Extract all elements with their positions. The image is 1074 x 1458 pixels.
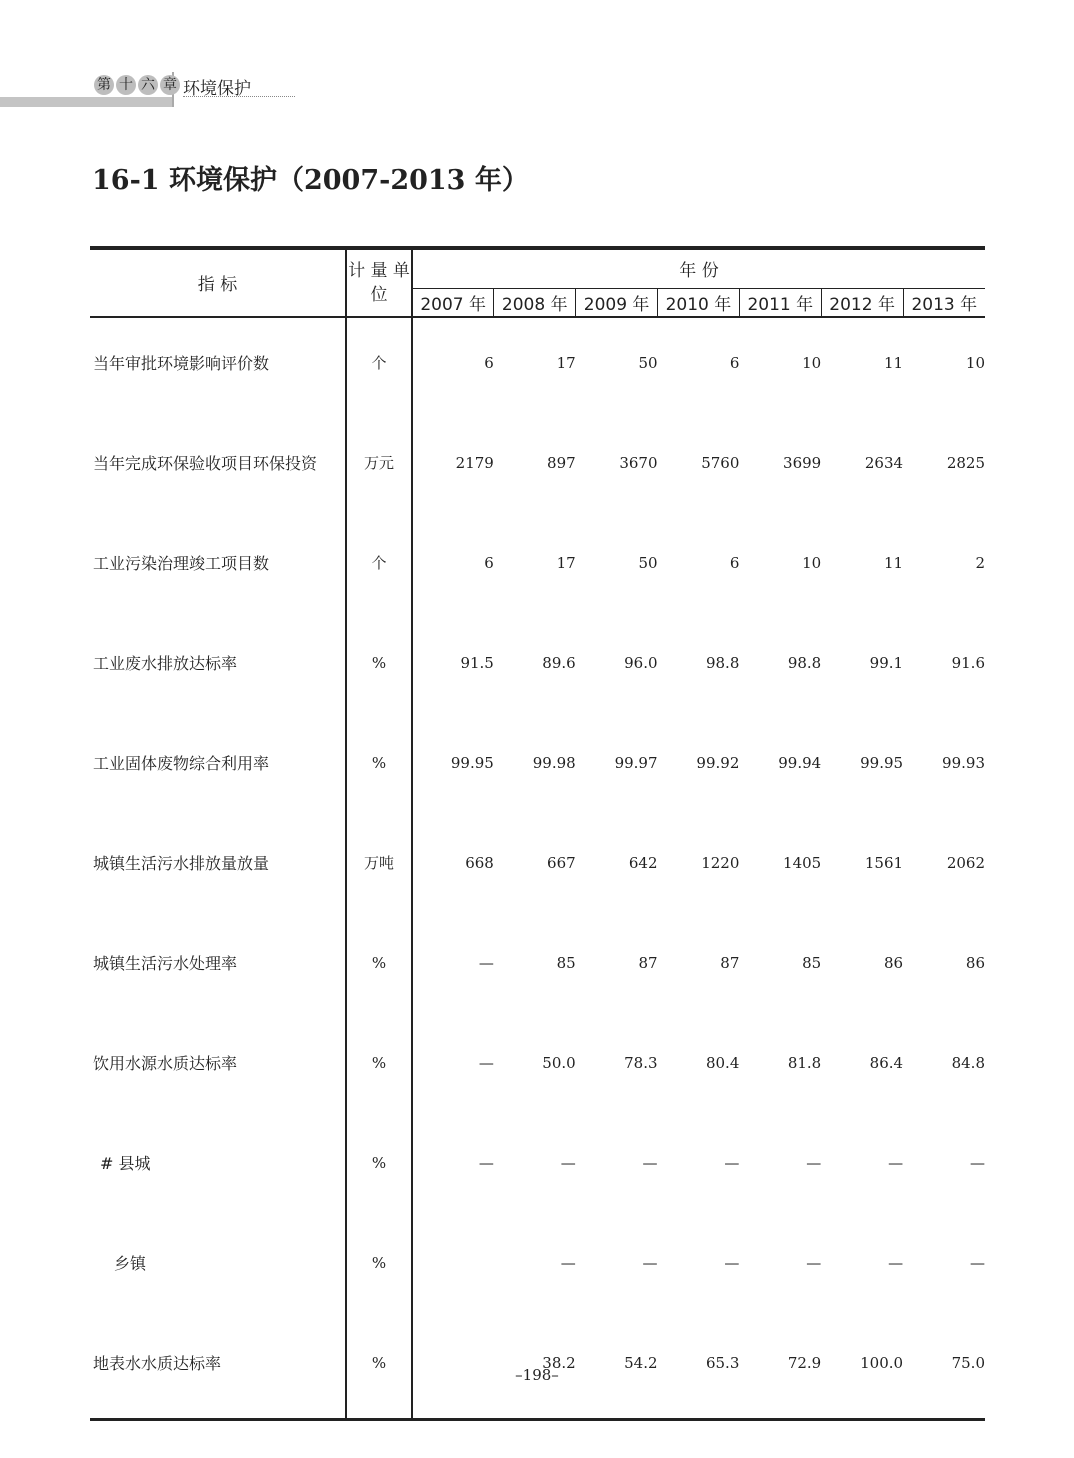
cell-value: — [642, 1253, 658, 1272]
section-title: 环境保护 [183, 79, 251, 99]
header-bar [0, 97, 172, 107]
page-number: –198– [515, 1366, 559, 1384]
chapter-char: 第 [94, 75, 114, 95]
cell-value: 668 [465, 853, 494, 872]
cell-value: 38.2 [494, 1318, 576, 1420]
cell-value: — [478, 1153, 494, 1172]
row-unit: 万吨 [346, 818, 412, 918]
row-unit: % [346, 1018, 412, 1118]
cell-value: 17 [556, 553, 576, 572]
row-unit: % [346, 918, 412, 1018]
cell-value: 86.4 [869, 1053, 904, 1072]
row-label: 当年审批环境影响评价数 [93, 354, 270, 373]
cell-value: — [888, 1153, 904, 1172]
row-unit: 个 [346, 518, 412, 618]
table-row [90, 918, 985, 1018]
cell-value: 11 [883, 353, 904, 372]
cell-value: 99.95 [860, 753, 904, 772]
cell-value: 80.4 [705, 1053, 740, 1072]
cell-value: 86 [883, 953, 904, 972]
row-unit: % [346, 1318, 412, 1420]
cell-value: — [478, 1053, 494, 1072]
cell-value: 642 [628, 853, 658, 872]
cell-value: 100.0 [821, 1318, 903, 1420]
table-row [90, 317, 985, 418]
header-indicator: 指 标 [90, 248, 346, 317]
cell-value: 2634 [864, 453, 904, 472]
cell-value: 2179 [455, 453, 494, 472]
cell-value: — [888, 1253, 904, 1272]
row-label: 地表水水质达标率 [90, 1318, 346, 1420]
cell-value: 72.9 [739, 1318, 821, 1420]
cell-value: — [478, 953, 494, 972]
cell-value: 54.2 [576, 1318, 658, 1420]
cell-value: 2062 [946, 853, 985, 872]
cell-value: 91.5 [460, 653, 494, 672]
cell-value: 98.8 [705, 653, 740, 672]
cell-value: 50 [638, 553, 658, 572]
cell-value: 6 [484, 553, 494, 572]
table-row [90, 418, 985, 518]
cell-value: — [970, 1153, 985, 1172]
row-unit: % [346, 1218, 412, 1318]
cell-value: 99.95 [450, 753, 494, 772]
cell-value: 11 [883, 553, 904, 572]
header-unit: 计 量 单 位 [346, 248, 412, 317]
year-header: 2011 年 [739, 288, 821, 317]
table-row [90, 818, 985, 918]
cell-value: 99.98 [532, 753, 576, 772]
cell-value: 1220 [701, 853, 740, 872]
cell-value: 99.94 [778, 753, 822, 772]
cell-value: 1561 [864, 853, 904, 872]
cell-value: 17 [556, 353, 576, 372]
year-header: 2008 年 [494, 288, 576, 317]
cell-value: 87 [720, 953, 740, 972]
cell-value: 85 [802, 953, 822, 972]
row-label: # 县城 [100, 1154, 151, 1173]
cell-value: 667 [547, 853, 576, 872]
data-table [90, 246, 985, 1421]
cell-value: 81.8 [787, 1053, 822, 1072]
table-row [90, 618, 985, 718]
chapter-badge [94, 75, 180, 95]
row-unit: % [346, 618, 412, 718]
cell-value: 99.93 [942, 753, 985, 772]
cell-value: 75.0 [903, 1318, 985, 1420]
year-header: 2009 年 [576, 288, 658, 317]
row-label: 工业污染治理竣工项目数 [93, 554, 270, 573]
cell-value: — [560, 1153, 576, 1172]
year-header: 2010 年 [658, 288, 740, 317]
cell-value: 87 [638, 953, 658, 972]
row-unit: % [346, 718, 412, 818]
cell-value: 3670 [619, 453, 658, 472]
row-label: 饮用水源水质达标率 [93, 1054, 238, 1073]
row-label: 当年完成环保验收项目环保投资 [93, 454, 318, 473]
cell-value: 50 [638, 353, 658, 372]
row-unit: 个 [346, 317, 412, 418]
cell-value: 99.97 [614, 753, 658, 772]
cell-value: 85 [556, 953, 576, 972]
cell-value: 84.8 [951, 1053, 985, 1072]
cell-value: — [806, 1153, 822, 1172]
table-row [90, 1118, 985, 1218]
chapter-char: 六 [138, 75, 158, 95]
table-row [90, 1018, 985, 1118]
cell-value: 6 [729, 553, 740, 572]
year-header: 2007 年 [412, 288, 494, 317]
cell-value: 86 [965, 953, 985, 972]
cell-value: — [724, 1153, 740, 1172]
header-years: 年 份 [412, 248, 985, 288]
section-underline [183, 96, 295, 97]
chapter-char: 章 [160, 75, 180, 95]
row-label: 工业废水排放达标率 [93, 654, 238, 673]
cell-value: 78.3 [624, 1053, 658, 1072]
cell-value: 10 [965, 353, 985, 372]
cell-value: — [806, 1253, 822, 1272]
year-header: 2013 年 [903, 288, 985, 317]
cell-value: 6 [729, 353, 740, 372]
cell-value: — [724, 1253, 740, 1272]
table-row [90, 718, 985, 818]
row-label: 工业固体废物综合利用率 [93, 754, 270, 773]
cell-value [412, 1218, 494, 1318]
cell-value: 10 [802, 553, 822, 572]
chapter-char: 十 [116, 75, 136, 95]
cell-value: 3699 [783, 453, 822, 472]
cell-value: 2825 [946, 453, 985, 472]
table-row [90, 518, 985, 618]
row-label: 城镇生活污水排放量放量 [93, 854, 270, 873]
cell-value: 99.92 [696, 753, 740, 772]
cell-value: 6 [484, 353, 494, 372]
row-label: 乡镇 [114, 1254, 147, 1273]
cell-value: 5760 [701, 453, 740, 472]
cell-value: — [970, 1253, 985, 1272]
cell-value: 91.6 [951, 653, 985, 672]
cell-value: 96.0 [624, 653, 658, 672]
row-unit: 万元 [346, 418, 412, 518]
cell-value: 98.8 [787, 653, 822, 672]
cell-value: 897 [547, 453, 576, 472]
cell-value: 10 [802, 353, 822, 372]
row-label: 城镇生活污水处理率 [93, 954, 238, 973]
page-title: 16-1 环境保护（2007-2013 年） [92, 165, 529, 196]
cell-value: 2 [975, 553, 985, 572]
cell-value: 50.0 [542, 1053, 576, 1072]
cell-value: — [560, 1253, 576, 1272]
cell-value: 1405 [783, 853, 822, 872]
year-header: 2012 年 [821, 288, 903, 317]
cell-value: 89.6 [542, 653, 576, 672]
cell-value: 99.1 [869, 653, 904, 672]
table-row [90, 1218, 985, 1318]
cell-value: 65.3 [658, 1318, 740, 1420]
cell-value: — [642, 1153, 658, 1172]
row-unit: % [346, 1118, 412, 1218]
